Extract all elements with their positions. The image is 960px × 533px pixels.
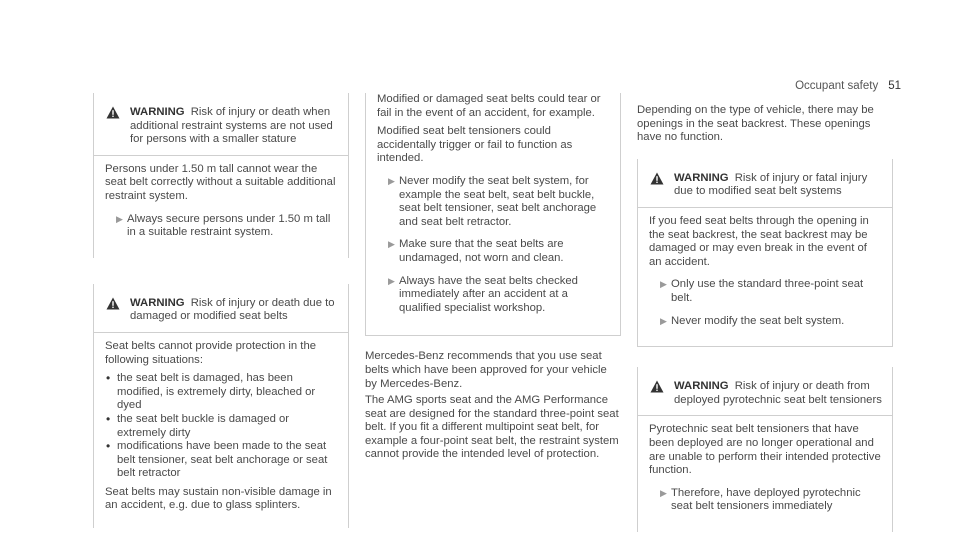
warning-text (130, 106, 338, 147)
warning-label: WARNING (674, 380, 729, 393)
warning-box-small-stature (93, 93, 349, 258)
section-title: Occupant safety (795, 80, 879, 92)
list-item: • the seat belt is damaged, has been modified, is extremely dirty, bleached or dyed (106, 371, 316, 412)
warning-paragraph: Modified or damaged seat belts could tear or fail in the event of an accident, for example. (377, 93, 601, 119)
arrow-right-icon: ▶ (388, 175, 395, 186)
warning-body (638, 416, 892, 532)
action-item: ▶ Make sure that the seat belts are undamaged, not worn and clean. (377, 238, 610, 265)
warning-body (94, 156, 348, 258)
arrow-right-icon: ▶ (388, 275, 395, 286)
bullet-icon: • (106, 411, 111, 426)
action-item: ▶ Therefore, have deployed pyrotechnic seat belt tensioners immediately (649, 487, 882, 514)
warning-heading: Risk of injury or fatal injury due to modified seat belt systems (674, 171, 868, 198)
warning-outro: Seat belts may sustain non-visible damage in an accident, e.g. due to glass splinters. (105, 485, 332, 512)
warning-header (94, 284, 348, 333)
warning-label: WARNING (130, 106, 185, 118)
bullet-icon: • (106, 371, 111, 386)
warning-triangle-icon (650, 380, 664, 393)
warning-triangle-icon (650, 172, 664, 185)
list-item: • modifications have been made to the seat belt tensioner, seat belt anchorage or seat belt retractor (106, 439, 328, 480)
page-header (795, 80, 901, 94)
warning-header (638, 367, 892, 416)
action-item (105, 213, 338, 240)
warning-label: WARNING (674, 171, 729, 184)
action-item: ▶ Never modify the seat belt system, for example the seat belt, seat belt buckle, seat belt tensioner, seat belt anchorage and seat belt retractor. (377, 175, 610, 229)
arrow-right-icon: ▶ (660, 279, 667, 290)
warning-box-modified-systems (637, 159, 893, 347)
bullet-list (105, 372, 338, 481)
warning-box-continued (365, 93, 621, 336)
action-item: ▶ Never modify the seat belt system. (649, 315, 882, 329)
warning-header (94, 93, 348, 156)
warning-heading: Risk of injury or death from deployed pyrotechnic seat belt tensioners (674, 380, 882, 406)
list-item: • the seat belt buckle is damaged or extremely dirty (106, 411, 290, 439)
warning-body (638, 208, 892, 346)
column-3 (637, 104, 893, 532)
action-item: ▶ Always have the seat belts checked immediately after an accident at a qualified specialist workshop. (377, 275, 610, 316)
column-1 (93, 93, 349, 528)
warning-body (94, 333, 348, 528)
bullet-icon: • (106, 439, 111, 454)
warning-heading: Risk of injury or death when additional restraint systems are not used for persons with a smaller stature (130, 106, 333, 146)
action-item: ▶ Only use the standard three-point seat belt. (649, 278, 882, 305)
warning-heading: Risk of injury or death due to damaged or modified seat belts (130, 296, 335, 323)
warning-triangle-icon (106, 106, 120, 119)
warning-intro: Seat belts cannot provide protection in the following situations: (105, 339, 317, 366)
paragraph: Depending on the type of vehicle, there may be openings in the seat backrest. These openings have no function. (637, 104, 874, 144)
action-text: Always secure persons under 1.50 m tall in a suitable restraint system. (127, 212, 331, 239)
paragraph: Mercedes-Benz recommends that you use seat belts which have been approved for your vehicle by Mercedes-Benz. (365, 350, 607, 390)
warning-header (638, 159, 892, 208)
warning-box-damaged-belts (93, 284, 349, 528)
page-number: 51 (888, 80, 901, 92)
warning-box-pyrotechnic (637, 367, 893, 532)
warning-label: WARNING (130, 296, 185, 309)
warning-triangle-icon (106, 297, 120, 310)
warning-body (366, 93, 620, 335)
warning-paragraph: Persons under 1.50 m tall cannot wear the seat belt correctly without a suitable additional restraint system. (105, 162, 336, 202)
warning-paragraph: If you feed seat belts through the opening in the seat backrest, the seat backrest may be damaged or may even break in the event of an accident. (649, 214, 869, 268)
warning-text (674, 172, 882, 199)
warning-paragraph: Modified seat belt tensioners could accidentally trigger or fail to function as intended. (377, 125, 573, 165)
warning-text (674, 380, 882, 407)
arrow-right-icon: ▶ (388, 239, 395, 250)
arrow-right-icon: ▶ (660, 487, 667, 498)
arrow-right-icon: ▶ (116, 213, 123, 224)
paragraph: The AMG sports seat and the AMG Performance seat are designed for the standard three-point seat belt. If you fit a different multipoint seat belt, for example a four-point seat belt, the restraint system cannot provide the intended level of protection. (365, 394, 619, 461)
warning-paragraph: Pyrotechnic seat belt tensioners that have been deployed are no longer operational and are unable to perform their intended protective function. (649, 423, 881, 477)
warning-text (130, 297, 338, 324)
column-2 (365, 93, 621, 465)
arrow-right-icon: ▶ (660, 315, 667, 326)
body-text (365, 350, 621, 462)
